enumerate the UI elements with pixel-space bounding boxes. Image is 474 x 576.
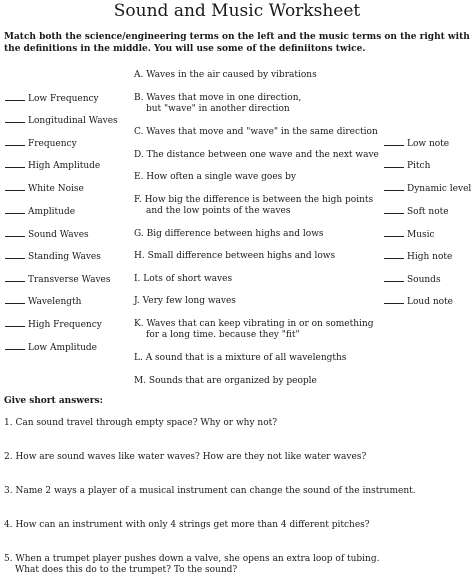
left-term: Frequency — [5, 138, 77, 150]
definition-item: F. How big the difference is between the high points and the low points of the waves — [134, 195, 374, 216]
answer-blank[interactable] — [384, 251, 404, 259]
right-term: Sounds — [384, 274, 441, 286]
answer-blank[interactable] — [384, 274, 404, 282]
question-item: 4. How can an instrument with only 4 strings get more than 4 different pitches? — [4, 520, 370, 530]
definition-item: H. Small difference between highs and lows — [134, 251, 336, 261]
right-term: Music — [384, 229, 435, 241]
answer-blank[interactable] — [5, 251, 25, 259]
answer-blank[interactable] — [5, 229, 25, 237]
left-term: White Noise — [5, 183, 84, 195]
left-term: Standing Waves — [5, 251, 101, 263]
left-term: Amplitude — [5, 206, 75, 218]
definition-item: D. The distance between one wave and the next wave — [134, 150, 379, 160]
definition-item: G. Big difference between highs and lows — [134, 229, 324, 239]
definition-item: B. Waves that move in one direction, but "wave" in another direction — [134, 93, 302, 114]
answer-blank[interactable] — [384, 183, 404, 191]
definition-item: A. Waves in the air caused by vibrations — [134, 70, 317, 80]
answer-blank[interactable] — [5, 138, 25, 146]
answer-blank[interactable] — [5, 183, 25, 191]
definition-item: M. Sounds that are organized by people — [134, 376, 317, 386]
answer-blank[interactable] — [5, 206, 25, 214]
answer-blank[interactable] — [5, 319, 25, 327]
left-term: Transverse Waves — [5, 274, 110, 286]
right-term: Pitch — [384, 160, 430, 172]
answer-blank[interactable] — [5, 274, 25, 282]
left-term: High Frequency — [5, 319, 102, 331]
instructions: Match both the science/engineering terms on the left and the music terms on the right with the definitions in the middle. You will use some of the definiitons twice. — [4, 32, 470, 54]
answer-blank[interactable] — [5, 342, 25, 350]
left-term: Wavelength — [5, 296, 81, 308]
right-term: Soft note — [384, 206, 449, 218]
right-term: Low note — [384, 138, 449, 150]
worksheet-title: Sound and Music Worksheet — [113, 1, 361, 21]
question-item: 3. Name 2 ways a player of a musical instrument can change the sound of the instrument. — [4, 486, 416, 496]
short-answers-heading: Give short answers: — [4, 396, 103, 406]
definition-item: I. Lots of short waves — [134, 274, 233, 284]
definition-item: L. A sound that is a mixture of all wavelengths — [134, 353, 347, 363]
definition-item: J. Very few long waves — [134, 296, 236, 306]
answer-blank[interactable] — [5, 93, 25, 101]
right-term: Dynamic level — [384, 183, 471, 195]
question-item: 1. Can sound travel through empty space? Why or why not? — [4, 418, 278, 428]
right-term: High note — [384, 251, 452, 263]
answer-blank[interactable] — [384, 296, 404, 304]
question-item: 2. How are sound waves like water waves? How are they not like water waves? — [4, 452, 367, 462]
left-term: Sound Waves — [5, 229, 89, 241]
left-term: High Amplitude — [5, 160, 100, 172]
answer-blank[interactable] — [5, 115, 25, 123]
left-term: Low Amplitude — [5, 342, 97, 354]
answer-blank[interactable] — [384, 160, 404, 168]
question-item: 5. When a trumpet player pushes down a valve, she opens an extra loop of tubing. What does this do to the trumpet? To the sound? — [4, 554, 380, 575]
answer-blank[interactable] — [384, 206, 404, 214]
definition-item: K. Waves that can keep vibrating in or on something for a long time. because they "fit" — [134, 319, 374, 340]
answer-blank[interactable] — [5, 160, 25, 168]
definition-item: C. Waves that move and "wave" in the same direction — [134, 127, 378, 137]
left-term: Longitudinal Waves — [5, 115, 118, 127]
answer-blank[interactable] — [384, 138, 404, 146]
right-term: Loud note — [384, 296, 453, 308]
answer-blank[interactable] — [384, 229, 404, 237]
answer-blank[interactable] — [5, 296, 25, 304]
left-term: Low Frequency — [5, 93, 99, 105]
definition-item: E. How often a single wave goes by — [134, 172, 296, 182]
